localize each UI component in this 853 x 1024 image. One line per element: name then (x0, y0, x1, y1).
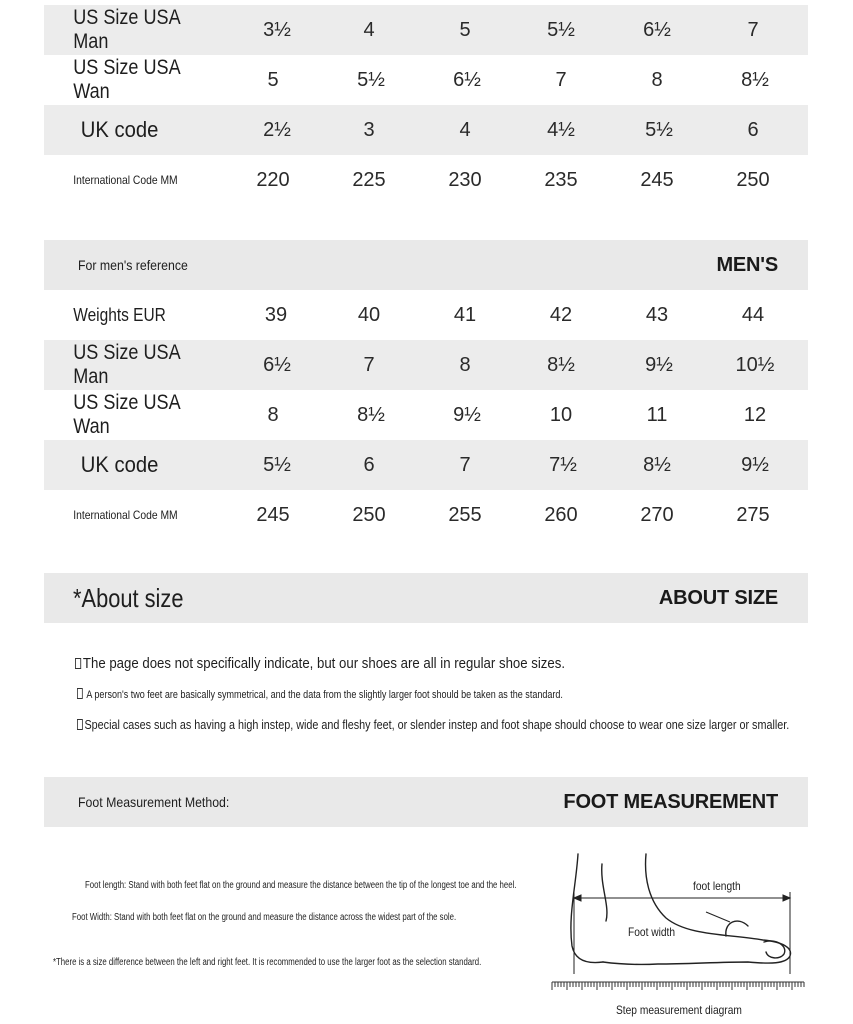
table-cell: 43 (645, 303, 669, 326)
table-row (44, 105, 808, 155)
table-cell: 5½ (645, 118, 673, 141)
table-cell: 7 (555, 68, 567, 91)
foot-length-instruction: Foot length: Stand with both feet flat on the ground and measure the distance between the tip of the longest toe and the heel. (85, 880, 517, 891)
bullet-icon (77, 688, 83, 699)
about-size-label: *About size (73, 582, 184, 613)
foot-measurement-method-label: Foot Measurement Method: (78, 794, 230, 810)
table-cell: 8 (651, 68, 663, 91)
about-note-text: Special cases such as having a high instep, wide and fleshy feet, or slender instep and foot shape should choose to wear one size larger or smaller. (84, 717, 790, 732)
size-table-men (44, 290, 808, 540)
about-size-header (44, 573, 808, 623)
table-cell: 5½ (263, 453, 291, 476)
table-cell: 3½ (263, 18, 291, 41)
mens-reference-label: For men's reference (78, 257, 188, 273)
table-row (44, 155, 808, 205)
table-cell: 7½ (549, 453, 577, 476)
diagram-caption: Step measurement diagram (616, 1003, 742, 1017)
about-size-title: ABOUT SIZE (658, 586, 778, 609)
table-cell: 10 (549, 403, 573, 426)
table-cell: 6½ (453, 68, 481, 91)
table-cell: 230 (448, 168, 482, 191)
table-cell: 6 (363, 453, 375, 476)
row-label: US Size USA Wan (73, 391, 180, 438)
table-cell: 6 (747, 118, 759, 141)
foot-length-label: foot length (693, 879, 741, 893)
table-cell: 42 (549, 303, 573, 326)
table-cell: 4½ (547, 118, 575, 141)
foot-measurement-header (44, 777, 808, 827)
table-cell: 7 (747, 18, 759, 41)
table-cell: 41 (453, 303, 477, 326)
table-cell: 6½ (263, 353, 291, 376)
table-cell: 9½ (453, 403, 481, 426)
foot-width-instruction: Foot Width: Stand with both feet flat on the ground and measure the distance across the widest part of the sole. (72, 912, 457, 923)
foot-measurement-title: FOOT MEASUREMENT (563, 790, 778, 813)
foot-width-label: Foot width (628, 925, 676, 939)
table-cell: 4 (459, 118, 471, 141)
table-row (44, 290, 808, 340)
table-cell: 10½ (735, 353, 775, 376)
table-cell: 7 (363, 353, 375, 376)
table-row (44, 5, 808, 55)
table-cell: 7 (459, 453, 471, 476)
table-cell: 9½ (741, 453, 769, 476)
table-cell: 270 (640, 503, 674, 526)
mens-section-header (44, 240, 808, 290)
table-cell: 4 (363, 18, 375, 41)
table-cell: 8½ (643, 453, 671, 476)
table-row (44, 390, 808, 440)
table-cell: 235 (544, 168, 578, 191)
foot-measurement-diagram (548, 846, 808, 1021)
table-cell: 245 (640, 168, 674, 191)
table-cell: 5½ (357, 68, 385, 91)
about-note (77, 688, 563, 701)
table-cell: 8 (459, 353, 471, 376)
table-cell: 8 (267, 403, 279, 426)
bullet-icon (77, 719, 83, 730)
about-note-text: A person's two feet are basically symmetrical, and the data from the slightly larger foot should be taken as the standard. (84, 689, 563, 701)
row-label: International Code MM (73, 173, 178, 187)
table-cell: 260 (544, 503, 578, 526)
table-cell: 8½ (741, 68, 769, 91)
table-cell: 275 (736, 503, 770, 526)
table-cell: 6½ (643, 18, 671, 41)
table-cell: 5 (459, 18, 471, 41)
table-cell: 5 (267, 68, 279, 91)
table-cell: 40 (357, 303, 381, 326)
about-note-text: The page does not specifically indicate, but our shoes are all in regular shoe sizes. (82, 655, 566, 672)
table-cell: 3 (363, 118, 375, 141)
table-cell: 12 (743, 403, 767, 426)
table-cell: 250 (736, 168, 770, 191)
table-row (44, 490, 808, 540)
about-note (75, 655, 565, 672)
table-cell: 255 (448, 503, 482, 526)
foot-outline-icon (548, 846, 808, 996)
row-label: US Size USA Wan (73, 56, 180, 103)
row-label: International Code MM (73, 508, 178, 522)
table-cell: 44 (741, 303, 765, 326)
mens-title: MEN'S (716, 253, 778, 276)
table-cell: 9½ (645, 353, 673, 376)
table-cell: 39 (264, 303, 288, 326)
row-label: US Size USA Man (73, 341, 180, 388)
table-cell: 245 (256, 503, 290, 526)
table-row (44, 340, 808, 390)
row-label: Weights EUR (73, 304, 166, 325)
about-note (77, 717, 789, 732)
table-row (44, 55, 808, 105)
table-cell: 8½ (547, 353, 575, 376)
bullet-icon (75, 658, 81, 669)
size-table-women (44, 5, 808, 205)
table-cell: 5½ (547, 18, 575, 41)
row-label: US Size USA Man (73, 6, 180, 53)
table-row (44, 440, 808, 490)
table-cell: 8½ (357, 403, 385, 426)
row-label: UK code (80, 117, 159, 142)
foot-size-note: *There is a size difference between the left and right feet. It is recommended to use the larger foot as the selection standard. (53, 957, 482, 968)
table-cell: 220 (256, 168, 290, 191)
table-cell: 11 (646, 403, 668, 426)
table-cell: 250 (352, 503, 386, 526)
row-label: UK code (80, 452, 159, 477)
table-cell: 225 (352, 168, 386, 191)
table-cell: 2½ (263, 118, 291, 141)
